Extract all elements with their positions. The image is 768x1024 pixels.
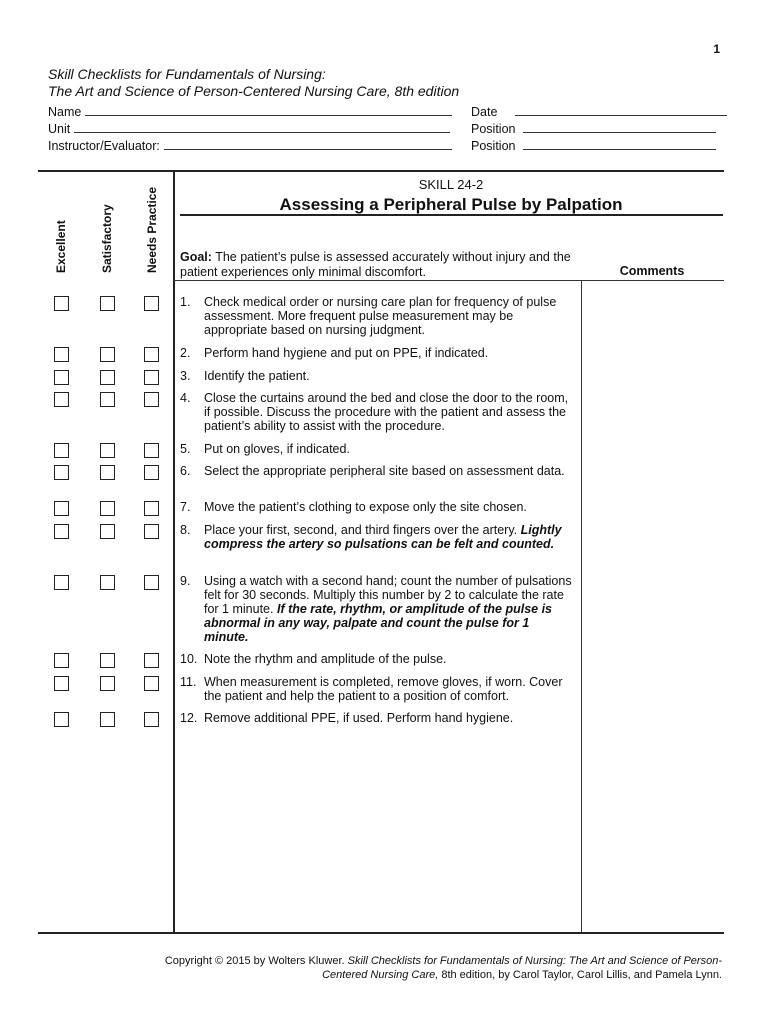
checkbox-excellent-step-9[interactable]: [54, 575, 69, 590]
step-number: 9.: [180, 574, 191, 588]
step-number: 2.: [180, 346, 191, 360]
checkbox-excellent-step-1[interactable]: [54, 296, 69, 311]
checkbox-needs-practice-step-9[interactable]: [144, 575, 159, 590]
step-item: [180, 675, 572, 703]
step-number: 8.: [180, 523, 191, 537]
needs-practice-header: Needs Practice: [145, 186, 159, 273]
table-top-rule: [38, 170, 724, 172]
instructor-line[interactable]: [164, 139, 452, 150]
step-item: [180, 652, 572, 666]
step-text: [204, 652, 572, 666]
step-item: [180, 711, 572, 725]
skill-number: SKILL 24-2: [418, 177, 484, 192]
step-text: [204, 711, 572, 725]
step-critical-emphasis: Lightly compress the artery so pulsations can be felt and counted.: [204, 523, 562, 551]
step-item: [180, 500, 572, 514]
position-line-2[interactable]: [523, 139, 716, 150]
step-number: 11.: [180, 675, 197, 689]
step-text: [204, 442, 572, 456]
step-item: [180, 295, 572, 337]
step-item: [180, 346, 572, 360]
checkbox-excellent-step-5[interactable]: [54, 443, 69, 458]
step-text: [204, 346, 572, 360]
step-instruction: Perform hand hygiene and put on PPE, if indicated.: [204, 346, 489, 360]
step-instruction: Place your first, second, and third fingers over the artery.: [204, 523, 518, 537]
checkbox-needs-practice-step-4[interactable]: [144, 392, 159, 407]
step-item: [180, 442, 572, 456]
name-field[interactable]: [48, 104, 452, 120]
goal-label: Goal:: [180, 250, 212, 264]
step-number: 10.: [180, 652, 198, 666]
position-label-2: Position: [471, 139, 516, 153]
footer-book-title: Skill Checklists for Fundamentals of Nursing: The Art and Science of Person-Centered Nursing Care,: [322, 955, 722, 981]
checkbox-satisfactory-step-11[interactable]: [100, 676, 115, 691]
goal-text: The patient’s pulse is assessed accurately without injury and the patient experiences only minimal discomfort.: [180, 250, 571, 279]
step-number: 4.: [180, 391, 191, 405]
position-line-1[interactable]: [523, 122, 716, 133]
checkbox-satisfactory-step-6[interactable]: [100, 465, 115, 480]
checkbox-needs-practice-step-3[interactable]: [144, 370, 159, 385]
checkbox-column-divider: [173, 170, 175, 934]
step-instruction: Remove additional PPE, if used. Perform hand hygiene.: [204, 711, 514, 725]
table-bottom-rule: [38, 932, 724, 934]
step-number: 3.: [180, 369, 191, 383]
step-instruction: Put on gloves, if indicated.: [204, 442, 350, 456]
checkbox-excellent-step-12[interactable]: [54, 712, 69, 727]
checkbox-excellent-step-2[interactable]: [54, 347, 69, 362]
skill-title: Assessing a Peripheral Pulse by Palpation: [279, 195, 623, 214]
checkbox-satisfactory-step-1[interactable]: [100, 296, 115, 311]
step-instruction: Check medical order or nursing care plan for frequency of pulse assessment. More frequent pulse measurement may be appropriate based on nursing judgment.: [204, 295, 557, 337]
excellent-header: Excellent: [54, 220, 68, 273]
checkbox-excellent-step-7[interactable]: [54, 501, 69, 516]
name-label: Name: [48, 105, 82, 119]
date-line[interactable]: [515, 105, 727, 116]
checkbox-excellent-step-4[interactable]: [54, 392, 69, 407]
step-instruction: Using a watch with a second hand; count the number of pulsations felt for 30 seconds. Multiply this number by 2 to calculate the rate for 1 minute.: [204, 574, 572, 616]
step-item: [180, 369, 572, 383]
step-item: [180, 464, 572, 478]
checkbox-satisfactory-step-12[interactable]: [100, 712, 115, 727]
step-instruction: Select the appropriate peripheral site based on assessment data.: [204, 464, 565, 478]
step-instruction: Identify the patient.: [204, 369, 310, 383]
step-instruction: Close the curtains around the bed and close the door to the room, if possible. Discuss the procedure with the patient and assess the patient’s ability to assist with the procedure.: [204, 391, 569, 433]
step-number: 5.: [180, 442, 191, 456]
date-label: Date: [471, 105, 498, 119]
footer-prefix: Copyright © 2015 by Wolters Kluwer.: [164, 955, 348, 967]
footer-suffix: 8th edition, by Carol Taylor, Carol Lillis, and Pamela Lynn.: [438, 969, 722, 981]
name-line[interactable]: [85, 105, 452, 116]
step-text: [204, 500, 572, 514]
checkbox-satisfactory-step-9[interactable]: [100, 575, 115, 590]
step-text: [204, 295, 572, 337]
unit-label: Unit: [48, 122, 71, 136]
step-instruction: Move the patient’s clothing to expose only the site chosen.: [204, 500, 527, 514]
step-instruction: When measurement is completed, remove gloves, if worn. Cover the patient and help the patient to a position of comfort.: [204, 675, 563, 703]
step-text: [204, 464, 572, 478]
book-title-line2: The Art and Science of Person-Centered Nursing Care, 8th edition: [48, 83, 460, 99]
step-instruction: Note the rhythm and amplitude of the pulse.: [204, 652, 447, 666]
checkbox-satisfactory-step-5[interactable]: [100, 443, 115, 458]
checkbox-excellent-step-11[interactable]: [54, 676, 69, 691]
unit-field[interactable]: [48, 121, 450, 137]
position-field-2[interactable]: [471, 138, 716, 154]
checkbox-needs-practice-step-7[interactable]: [144, 501, 159, 516]
step-number: 6.: [180, 464, 191, 478]
checkbox-satisfactory-step-10[interactable]: [100, 653, 115, 668]
checkbox-excellent-step-3[interactable]: [54, 370, 69, 385]
checkbox-needs-practice-step-2[interactable]: [144, 347, 159, 362]
step-text: [204, 391, 572, 433]
checkbox-needs-practice-step-11[interactable]: [144, 676, 159, 691]
step-text: [204, 675, 572, 703]
checkbox-needs-practice-step-8[interactable]: [144, 524, 159, 539]
checkbox-satisfactory-step-2[interactable]: [100, 347, 115, 362]
checkbox-excellent-step-10[interactable]: [54, 653, 69, 668]
position-field-1[interactable]: [471, 121, 716, 137]
checkbox-needs-practice-step-1[interactable]: [144, 296, 159, 311]
checkbox-excellent-step-8[interactable]: [54, 524, 69, 539]
instructor-field[interactable]: [48, 138, 452, 154]
step-text: [204, 574, 572, 644]
position-label-1: Position: [471, 122, 516, 136]
instructor-label: Instructor/Evaluator:: [48, 139, 160, 153]
date-field[interactable]: [471, 104, 727, 120]
step-critical-emphasis: If the rate, rhythm, or amplitude of the pulse is abnormal in any way, palpate and count the pulse for 1 minute.: [204, 602, 553, 644]
header-row-rule: [174, 280, 724, 281]
satisfactory-header: Satisfactory: [100, 204, 114, 273]
checkbox-needs-practice-step-6[interactable]: [144, 465, 159, 480]
page-number: 1: [713, 42, 720, 56]
step-text: [204, 369, 572, 383]
checkbox-satisfactory-step-7[interactable]: [100, 501, 115, 516]
checkbox-needs-practice-step-10[interactable]: [144, 653, 159, 668]
checkbox-excellent-step-6[interactable]: [54, 465, 69, 480]
book-title-line1: Skill Checklists for Fundamentals of Nursing:: [48, 66, 326, 82]
step-item: [180, 391, 572, 433]
step-text: [204, 523, 572, 551]
copyright-footer: [150, 954, 722, 982]
comments-column-divider: [581, 281, 582, 933]
step-item: [180, 523, 572, 551]
step-number: 12.: [180, 711, 198, 725]
step-number: 7.: [180, 500, 191, 514]
checkbox-satisfactory-step-4[interactable]: [100, 392, 115, 407]
step-number: 1.: [180, 295, 191, 309]
checkbox-satisfactory-step-3[interactable]: [100, 370, 115, 385]
comments-header: Comments: [619, 264, 685, 278]
unit-line[interactable]: [74, 122, 450, 133]
step-item: [180, 574, 572, 644]
checkbox-satisfactory-step-8[interactable]: [100, 524, 115, 539]
goal-statement: [180, 250, 580, 280]
checkbox-needs-practice-step-12[interactable]: [144, 712, 159, 727]
checkbox-needs-practice-step-5[interactable]: [144, 443, 159, 458]
